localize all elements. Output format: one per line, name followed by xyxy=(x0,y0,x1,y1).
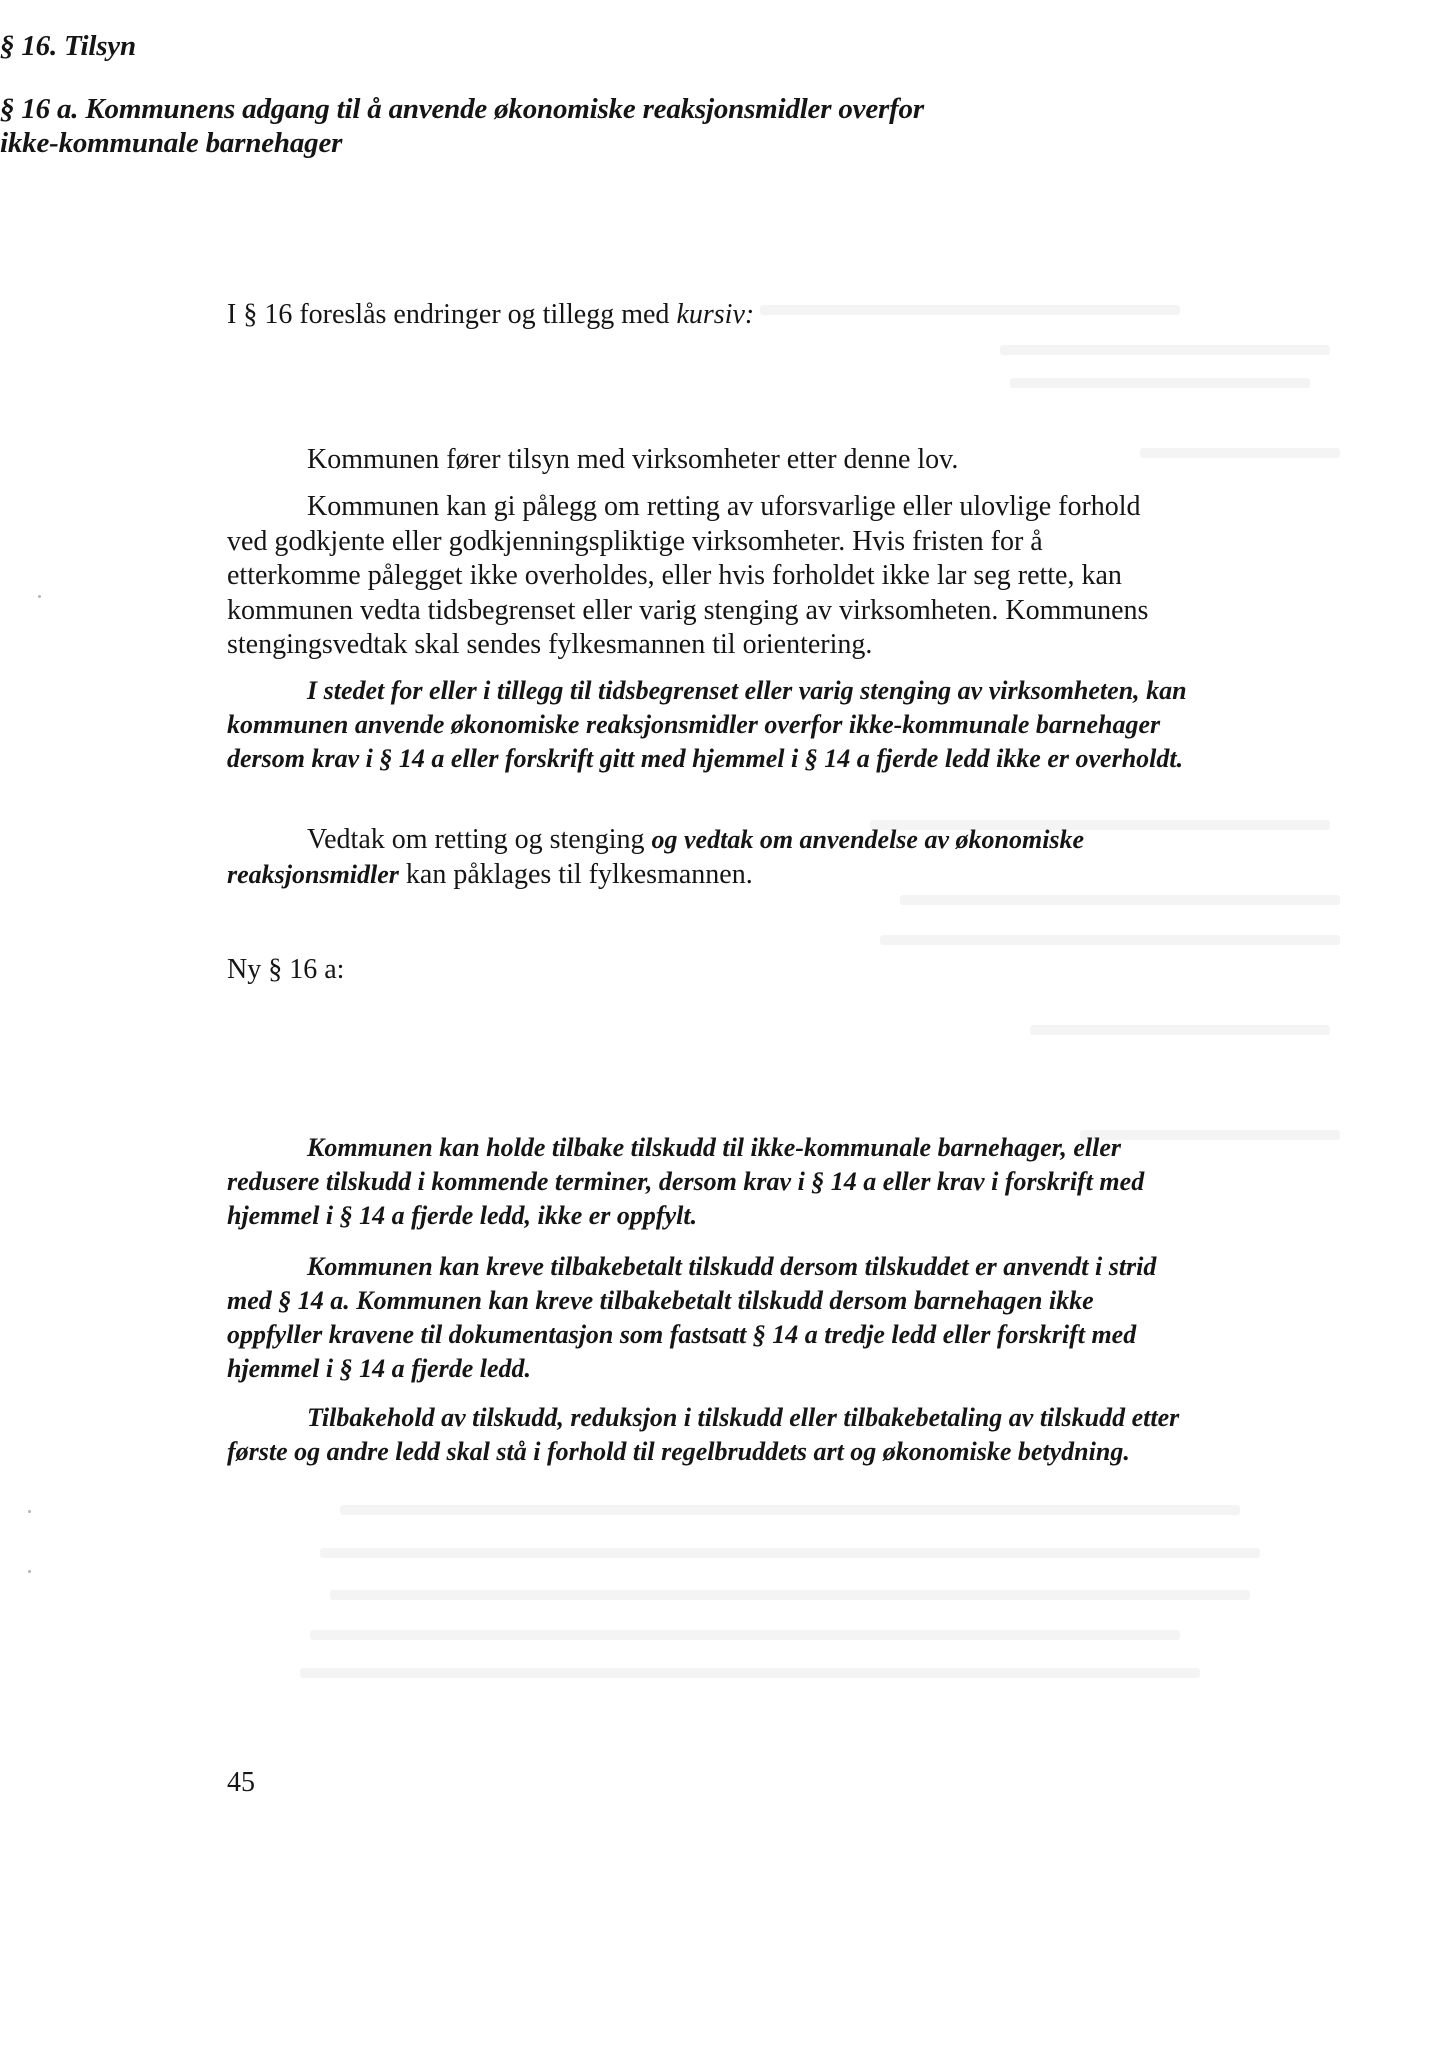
paragraph-4-amendment: og vedtak om anvendelse av økonomiske reaksjonsmidler xyxy=(227,825,1085,889)
scan-speck xyxy=(28,1510,31,1513)
paragraph-4-end: kan påklages til fylkesmannen. xyxy=(398,858,753,890)
section-16-paragraph-1: Kommunen fører tilsyn med virksomheter etter denne lov. xyxy=(307,444,959,475)
intro-text: I § 16 foreslås endringer og tillegg med xyxy=(227,299,677,330)
intro-italic-word: kursiv: xyxy=(676,299,755,330)
bleed-through-line xyxy=(880,935,1340,945)
section-16-paragraph-4 xyxy=(227,823,1167,892)
bleed-through-line xyxy=(1140,448,1340,458)
bleed-through-line xyxy=(1030,1025,1330,1035)
page-number: 45 xyxy=(227,1767,255,1798)
section-16-heading: § 16. Tilsyn xyxy=(0,30,136,62)
scan-speck xyxy=(38,595,41,598)
bleed-through-line xyxy=(1010,378,1310,388)
bleed-through-line xyxy=(330,1590,1250,1600)
bleed-through-line xyxy=(300,1668,1200,1678)
intro-line xyxy=(227,298,1127,333)
new-section-label: Ny § 16 a: xyxy=(227,954,345,985)
section-16a-paragraph-2: Kommunen kan kreve tilbakebetalt tilskudd dersom tilskuddet er anvendt i strid med § 14 a. Kommunen kan kreve tilbakebetalt tilskudd dersom barnehagen ikke oppfyller kravene til dokumentasjon som fastsatt § 14 a tredje ledd eller forskrift med hjemmel i § 14 a fjerde ledd. xyxy=(227,1252,1157,1383)
section-16a-paragraph-1: Kommunen kan holde tilbake tilskudd til ikke-kommunale barnehager, eller redusere tilskudd i kommende terminer, dersom krav i § 14 a eller krav i forskrift med hjemmel i § 14 a fjerde ledd, ikke er oppfylt. xyxy=(227,1133,1145,1230)
bleed-through-line xyxy=(320,1548,1260,1558)
paragraph-4-start: Vedtak om retting og stenging xyxy=(307,824,652,855)
bleed-through-line xyxy=(900,895,1340,905)
section-16-paragraph-3-amendment: I stedet for eller i tillegg til tidsbegrenset eller varig stenging av virksomheten, kan kommunen anvende økonomiske reaksjonsmidler overfor ikke-kommunale barnehager dersom krav i § 14 a eller forskrift gitt med hjemmel i § 14 a fjerde ledd ikke er overholdt. xyxy=(227,676,1187,773)
section-16a-heading: § 16 a. Kommunens adgang til å anvende økonomiske reaksjonsmidler overfor ikke-kommunale barnehager xyxy=(0,93,924,159)
section-16a-paragraph-3: Tilbakehold av tilskudd, reduksjon i tilskudd eller tilbakebetaling av tilskudd etter første og andre ledd skal stå i forhold til regelbruddets art og økonomiske betydning. xyxy=(227,1403,1180,1466)
section-16-paragraph-2: Kommunen kan gi pålegg om retting av uforsvarlige eller ulovlige forhold ved godkjente eller godkjenningspliktige virksomheter. Hvis fristen for å etterkomme pålegget ikke overholdes, eller hvis forholdet ikke lar seg rette, kan kommunen vedta tidsbegrenset eller varig stenging av virksomheten. Kommunens stengingsvedtak skal sendes fylkesmannen til orientering. xyxy=(227,491,1149,660)
bleed-through-line xyxy=(310,1630,1180,1640)
bleed-through-line xyxy=(1000,345,1330,355)
scan-speck xyxy=(28,1570,31,1573)
bleed-through-line xyxy=(340,1505,1240,1515)
